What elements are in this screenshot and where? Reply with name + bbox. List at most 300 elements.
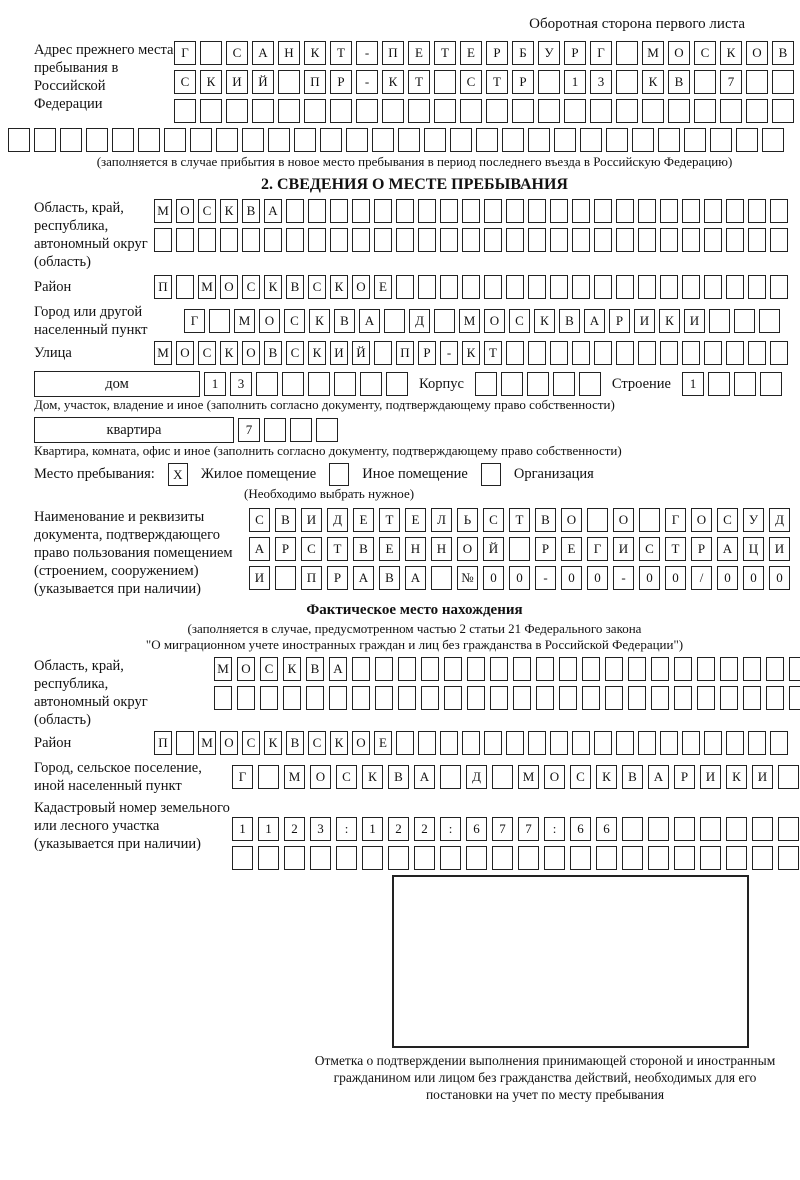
char-cell[interactable]: И — [613, 537, 634, 561]
char-cell[interactable]: К — [220, 199, 238, 223]
char-cell[interactable] — [528, 731, 546, 755]
char-cell[interactable]: 6 — [466, 817, 487, 841]
char-cell[interactable] — [460, 99, 482, 123]
char-cell[interactable] — [308, 228, 326, 252]
char-cell[interactable] — [308, 372, 330, 396]
char-cell[interactable] — [572, 275, 590, 299]
char-cell[interactable]: № — [457, 566, 478, 590]
char-cell[interactable] — [398, 657, 416, 681]
char-cell[interactable] — [528, 128, 550, 152]
char-cell[interactable]: С — [336, 765, 357, 789]
char-cell[interactable] — [638, 199, 656, 223]
char-cell[interactable] — [572, 199, 590, 223]
char-cell[interactable]: Р — [691, 537, 712, 561]
char-cell[interactable] — [759, 309, 780, 333]
char-cell[interactable]: Р — [327, 566, 348, 590]
char-cell[interactable] — [418, 228, 436, 252]
char-cell[interactable]: К — [200, 70, 222, 94]
char-cell[interactable]: В — [264, 341, 282, 365]
char-cell[interactable]: О — [242, 341, 260, 365]
char-cell[interactable] — [582, 657, 600, 681]
char-cell[interactable] — [720, 686, 738, 710]
char-cell[interactable] — [594, 228, 612, 252]
char-cell[interactable]: П — [154, 731, 172, 755]
char-cell[interactable]: С — [260, 657, 278, 681]
char-cell[interactable]: А — [252, 41, 274, 65]
char-cell[interactable] — [190, 128, 212, 152]
char-cell[interactable]: П — [301, 566, 322, 590]
char-cell[interactable] — [660, 341, 678, 365]
char-cell[interactable] — [606, 128, 628, 152]
char-cell[interactable]: В — [306, 657, 324, 681]
char-cell[interactable]: М — [518, 765, 539, 789]
char-cell[interactable]: 1 — [204, 372, 226, 396]
char-cell[interactable]: В — [559, 309, 580, 333]
char-cell[interactable]: : — [440, 817, 461, 841]
char-cell[interactable] — [484, 275, 502, 299]
char-cell[interactable] — [237, 686, 255, 710]
char-cell[interactable] — [200, 99, 222, 123]
char-cell[interactable] — [527, 372, 549, 396]
char-cell[interactable] — [528, 228, 546, 252]
char-cell[interactable]: К — [382, 70, 404, 94]
char-cell[interactable]: 0 — [561, 566, 582, 590]
char-cell[interactable]: 0 — [769, 566, 790, 590]
char-cell[interactable] — [467, 657, 485, 681]
char-cell[interactable]: 0 — [743, 566, 764, 590]
char-cell[interactable] — [502, 128, 524, 152]
char-cell[interactable] — [450, 128, 472, 152]
char-cell[interactable] — [770, 731, 788, 755]
char-cell[interactable] — [770, 199, 788, 223]
char-cell[interactable] — [651, 657, 669, 681]
char-cell[interactable] — [462, 228, 480, 252]
char-cell[interactable] — [682, 228, 700, 252]
char-cell[interactable] — [538, 99, 560, 123]
char-cell[interactable]: Т — [486, 70, 508, 94]
char-cell[interactable] — [408, 99, 430, 123]
char-cell[interactable] — [34, 128, 56, 152]
char-cell[interactable]: О — [220, 731, 238, 755]
char-cell[interactable]: К — [283, 657, 301, 681]
char-cell[interactable] — [382, 99, 404, 123]
char-cell[interactable] — [434, 70, 456, 94]
char-cell[interactable] — [550, 228, 568, 252]
char-cell[interactable] — [492, 846, 513, 870]
char-cell[interactable] — [396, 199, 414, 223]
char-cell[interactable] — [570, 846, 591, 870]
char-cell[interactable] — [748, 731, 766, 755]
char-cell[interactable]: К — [220, 341, 238, 365]
char-cell[interactable] — [752, 846, 773, 870]
char-cell[interactable] — [375, 657, 393, 681]
char-cell[interactable] — [258, 765, 279, 789]
char-cell[interactable] — [622, 846, 643, 870]
char-cell[interactable] — [528, 199, 546, 223]
char-cell[interactable] — [176, 275, 194, 299]
char-cell[interactable] — [628, 686, 646, 710]
char-cell[interactable] — [466, 846, 487, 870]
char-cell[interactable]: В — [275, 508, 296, 532]
char-cell[interactable]: Е — [408, 41, 430, 65]
char-cell[interactable] — [283, 686, 301, 710]
char-cell[interactable] — [748, 341, 766, 365]
char-cell[interactable] — [220, 228, 238, 252]
char-cell[interactable]: Р — [512, 70, 534, 94]
char-cell[interactable]: Д — [409, 309, 430, 333]
char-cell[interactable] — [550, 275, 568, 299]
char-cell[interactable]: Д — [769, 508, 790, 532]
char-cell[interactable] — [306, 686, 324, 710]
char-cell[interactable]: Р — [609, 309, 630, 333]
char-cell[interactable] — [632, 128, 654, 152]
char-cell[interactable] — [746, 70, 768, 94]
char-cell[interactable]: С — [308, 275, 326, 299]
char-cell[interactable]: Й — [252, 70, 274, 94]
char-cell[interactable]: С — [509, 309, 530, 333]
char-cell[interactable] — [256, 372, 278, 396]
char-cell[interactable]: С — [308, 731, 326, 755]
char-cell[interactable] — [743, 657, 761, 681]
char-cell[interactable]: В — [286, 731, 304, 755]
char-cell[interactable]: К — [534, 309, 555, 333]
char-cell[interactable]: А — [405, 566, 426, 590]
char-cell[interactable] — [264, 228, 282, 252]
char-cell[interactable]: Р — [564, 41, 586, 65]
char-cell[interactable]: О — [237, 657, 255, 681]
char-cell[interactable] — [538, 70, 560, 94]
char-cell[interactable]: 0 — [665, 566, 686, 590]
char-cell[interactable] — [362, 846, 383, 870]
char-cell[interactable]: Д — [327, 508, 348, 532]
char-cell[interactable] — [748, 199, 766, 223]
stay-type-residential-checkbox[interactable]: X — [168, 463, 188, 486]
char-cell[interactable] — [710, 128, 732, 152]
char-cell[interactable]: И — [226, 70, 248, 94]
char-cell[interactable] — [726, 275, 744, 299]
char-cell[interactable]: 6 — [596, 817, 617, 841]
char-cell[interactable] — [278, 70, 300, 94]
char-cell[interactable] — [475, 372, 497, 396]
char-cell[interactable] — [286, 199, 304, 223]
char-cell[interactable] — [278, 99, 300, 123]
char-cell[interactable] — [694, 70, 716, 94]
char-cell[interactable] — [294, 128, 316, 152]
char-cell[interactable]: Т — [665, 537, 686, 561]
char-cell[interactable]: Г — [590, 41, 612, 65]
char-cell[interactable] — [616, 731, 634, 755]
char-cell[interactable]: К — [720, 41, 742, 65]
char-cell[interactable] — [734, 372, 756, 396]
char-cell[interactable]: И — [684, 309, 705, 333]
char-cell[interactable] — [486, 99, 508, 123]
char-cell[interactable]: 1 — [682, 372, 704, 396]
char-cell[interactable] — [778, 846, 799, 870]
char-cell[interactable] — [704, 228, 722, 252]
char-cell[interactable] — [330, 99, 352, 123]
char-cell[interactable] — [286, 228, 304, 252]
char-cell[interactable] — [579, 372, 601, 396]
char-cell[interactable] — [616, 228, 634, 252]
char-cell[interactable] — [708, 372, 730, 396]
char-cell[interactable] — [726, 846, 747, 870]
char-cell[interactable] — [674, 817, 695, 841]
char-cell[interactable] — [374, 228, 392, 252]
char-cell[interactable] — [440, 199, 458, 223]
char-cell[interactable]: С — [639, 537, 660, 561]
char-cell[interactable] — [509, 537, 530, 561]
char-cell[interactable]: Г — [665, 508, 686, 532]
char-cell[interactable] — [282, 372, 304, 396]
char-cell[interactable] — [290, 418, 312, 442]
char-cell[interactable]: / — [691, 566, 712, 590]
char-cell[interactable] — [789, 686, 800, 710]
char-cell[interactable]: Р — [535, 537, 556, 561]
char-cell[interactable]: 1 — [564, 70, 586, 94]
char-cell[interactable]: О — [220, 275, 238, 299]
char-cell[interactable] — [700, 846, 721, 870]
char-cell[interactable] — [396, 731, 414, 755]
char-cell[interactable] — [284, 846, 305, 870]
char-cell[interactable] — [682, 341, 700, 365]
char-cell[interactable]: В — [242, 199, 260, 223]
char-cell[interactable]: К — [330, 275, 348, 299]
char-cell[interactable] — [638, 228, 656, 252]
char-cell[interactable] — [198, 228, 216, 252]
char-cell[interactable] — [418, 199, 436, 223]
char-cell[interactable]: - — [356, 70, 378, 94]
char-cell[interactable]: М — [459, 309, 480, 333]
char-cell[interactable]: С — [174, 70, 196, 94]
char-cell[interactable]: С — [570, 765, 591, 789]
char-cell[interactable]: М — [154, 341, 172, 365]
char-cell[interactable]: В — [622, 765, 643, 789]
char-cell[interactable] — [550, 199, 568, 223]
char-cell[interactable]: В — [772, 41, 794, 65]
char-cell[interactable] — [467, 686, 485, 710]
char-cell[interactable] — [704, 341, 722, 365]
char-cell[interactable]: А — [264, 199, 282, 223]
char-cell[interactable] — [720, 657, 738, 681]
char-cell[interactable] — [304, 99, 326, 123]
char-cell[interactable] — [704, 199, 722, 223]
char-cell[interactable] — [616, 99, 638, 123]
char-cell[interactable] — [726, 341, 744, 365]
char-cell[interactable] — [638, 731, 656, 755]
char-cell[interactable] — [651, 686, 669, 710]
char-cell[interactable] — [329, 686, 347, 710]
char-cell[interactable]: П — [304, 70, 326, 94]
char-cell[interactable]: И — [249, 566, 270, 590]
char-cell[interactable] — [112, 128, 134, 152]
char-cell[interactable] — [674, 846, 695, 870]
char-cell[interactable]: Р — [418, 341, 436, 365]
char-cell[interactable]: Г — [184, 309, 205, 333]
char-cell[interactable] — [440, 731, 458, 755]
char-cell[interactable] — [572, 341, 590, 365]
char-cell[interactable]: Т — [379, 508, 400, 532]
char-cell[interactable]: К — [308, 341, 326, 365]
char-cell[interactable]: В — [388, 765, 409, 789]
char-cell[interactable] — [336, 846, 357, 870]
char-cell[interactable] — [384, 309, 405, 333]
char-cell[interactable] — [434, 99, 456, 123]
char-cell[interactable] — [176, 228, 194, 252]
char-cell[interactable]: А — [353, 566, 374, 590]
char-cell[interactable]: А — [359, 309, 380, 333]
char-cell[interactable] — [506, 228, 524, 252]
char-cell[interactable]: 7 — [238, 418, 260, 442]
char-cell[interactable] — [789, 657, 800, 681]
char-cell[interactable] — [736, 128, 758, 152]
char-cell[interactable] — [320, 128, 342, 152]
char-cell[interactable] — [356, 99, 378, 123]
char-cell[interactable]: М — [198, 275, 216, 299]
char-cell[interactable] — [594, 341, 612, 365]
char-cell[interactable]: К — [309, 309, 330, 333]
char-cell[interactable] — [648, 846, 669, 870]
stay-type-other-premises-checkbox[interactable] — [329, 463, 349, 486]
char-cell[interactable] — [660, 199, 678, 223]
char-cell[interactable]: К — [330, 731, 348, 755]
char-cell[interactable] — [388, 846, 409, 870]
char-cell[interactable] — [553, 372, 575, 396]
char-cell[interactable] — [258, 846, 279, 870]
char-cell[interactable] — [330, 228, 348, 252]
char-cell[interactable]: С — [198, 199, 216, 223]
char-cell[interactable] — [424, 128, 446, 152]
char-cell[interactable] — [697, 686, 715, 710]
char-cell[interactable] — [462, 731, 480, 755]
char-cell[interactable]: Ц — [743, 537, 764, 561]
char-cell[interactable] — [746, 99, 768, 123]
char-cell[interactable]: Е — [374, 275, 392, 299]
char-cell[interactable] — [434, 309, 455, 333]
char-cell[interactable] — [700, 817, 721, 841]
char-cell[interactable]: Й — [483, 537, 504, 561]
char-cell[interactable]: 3 — [590, 70, 612, 94]
char-cell[interactable]: С — [483, 508, 504, 532]
char-cell[interactable] — [704, 275, 722, 299]
char-cell[interactable]: С — [249, 508, 270, 532]
char-cell[interactable] — [772, 99, 794, 123]
char-cell[interactable] — [476, 128, 498, 152]
char-cell[interactable]: Й — [352, 341, 370, 365]
char-cell[interactable]: - — [613, 566, 634, 590]
char-cell[interactable]: С — [301, 537, 322, 561]
char-cell[interactable]: И — [330, 341, 348, 365]
char-cell[interactable]: 2 — [388, 817, 409, 841]
char-cell[interactable]: О — [457, 537, 478, 561]
char-cell[interactable]: А — [329, 657, 347, 681]
char-cell[interactable]: 0 — [587, 566, 608, 590]
char-cell[interactable]: М — [642, 41, 664, 65]
char-cell[interactable]: О — [176, 199, 194, 223]
char-cell[interactable] — [616, 341, 634, 365]
char-cell[interactable] — [214, 686, 232, 710]
char-cell[interactable] — [554, 128, 576, 152]
char-cell[interactable] — [513, 657, 531, 681]
char-cell[interactable] — [396, 228, 414, 252]
char-cell[interactable]: У — [538, 41, 560, 65]
char-cell[interactable] — [440, 228, 458, 252]
char-cell[interactable] — [572, 228, 590, 252]
char-cell[interactable]: А — [717, 537, 738, 561]
char-cell[interactable] — [674, 657, 692, 681]
char-cell[interactable] — [352, 686, 370, 710]
char-cell[interactable] — [559, 657, 577, 681]
char-cell[interactable]: 7 — [492, 817, 513, 841]
char-cell[interactable] — [648, 817, 669, 841]
char-cell[interactable] — [506, 731, 524, 755]
char-cell[interactable] — [462, 275, 480, 299]
char-cell[interactable]: В — [334, 309, 355, 333]
char-cell[interactable] — [174, 99, 196, 123]
char-cell[interactable] — [726, 731, 744, 755]
char-cell[interactable] — [484, 199, 502, 223]
char-cell[interactable] — [242, 228, 260, 252]
char-cell[interactable] — [264, 418, 286, 442]
char-cell[interactable] — [660, 731, 678, 755]
char-cell[interactable]: Л — [431, 508, 452, 532]
char-cell[interactable]: Н — [278, 41, 300, 65]
char-cell[interactable] — [682, 731, 700, 755]
char-cell[interactable] — [536, 657, 554, 681]
char-cell[interactable] — [386, 372, 408, 396]
char-cell[interactable]: В — [535, 508, 556, 532]
char-cell[interactable]: О — [561, 508, 582, 532]
char-cell[interactable] — [418, 731, 436, 755]
char-cell[interactable] — [704, 731, 722, 755]
char-cell[interactable] — [605, 686, 623, 710]
char-cell[interactable] — [770, 341, 788, 365]
char-cell[interactable] — [660, 275, 678, 299]
char-cell[interactable] — [444, 686, 462, 710]
char-cell[interactable]: 2 — [414, 817, 435, 841]
char-cell[interactable] — [164, 128, 186, 152]
char-cell[interactable]: В — [286, 275, 304, 299]
char-cell[interactable] — [766, 686, 784, 710]
char-cell[interactable] — [778, 817, 799, 841]
stay-type-organization-checkbox[interactable] — [481, 463, 501, 486]
char-cell[interactable] — [605, 657, 623, 681]
char-cell[interactable]: Е — [374, 731, 392, 755]
char-cell[interactable] — [762, 128, 784, 152]
char-cell[interactable] — [628, 657, 646, 681]
char-cell[interactable]: 0 — [483, 566, 504, 590]
char-cell[interactable]: : — [336, 817, 357, 841]
char-cell[interactable] — [682, 199, 700, 223]
char-cell[interactable] — [501, 372, 523, 396]
char-cell[interactable]: С — [286, 341, 304, 365]
char-cell[interactable]: - — [356, 41, 378, 65]
char-cell[interactable]: 1 — [362, 817, 383, 841]
char-cell[interactable] — [268, 128, 290, 152]
char-cell[interactable] — [421, 657, 439, 681]
char-cell[interactable] — [638, 341, 656, 365]
char-cell[interactable]: Е — [561, 537, 582, 561]
char-cell[interactable]: 7 — [518, 817, 539, 841]
char-cell[interactable] — [200, 41, 222, 65]
char-cell[interactable]: Е — [353, 508, 374, 532]
char-cell[interactable]: И — [301, 508, 322, 532]
char-cell[interactable]: С — [226, 41, 248, 65]
char-cell[interactable] — [616, 275, 634, 299]
char-cell[interactable] — [421, 686, 439, 710]
char-cell[interactable]: Т — [434, 41, 456, 65]
char-cell[interactable]: Р — [486, 41, 508, 65]
char-cell[interactable] — [316, 418, 338, 442]
